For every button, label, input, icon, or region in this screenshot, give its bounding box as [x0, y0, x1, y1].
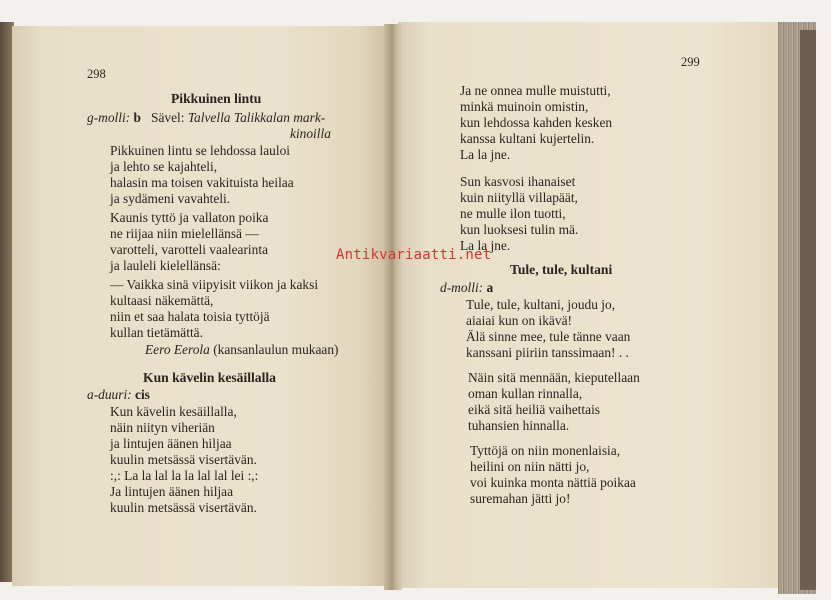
song-key-line [440, 280, 493, 296]
song-key-line [87, 110, 325, 126]
book-cover-right [800, 30, 816, 590]
verse-line: näin niityn viheriän [110, 420, 215, 435]
verse-line: kuulin metsässä visertävän. [110, 500, 257, 515]
verse-line: niin et saa halata toisia tyttöjä [110, 309, 270, 324]
verse-line: tuhansien hinnalla. [468, 418, 570, 433]
verse-line: kullan tietämättä. [110, 325, 203, 340]
verse-line: Ja ne onnea mulle muistutti, [460, 83, 611, 98]
song-key-note: a [486, 280, 494, 295]
verse-line: Näin sitä mennään, kieputellaan [468, 370, 640, 385]
song-credit [145, 342, 339, 358]
verse-line: Sun kasvosi ihanaiset [460, 174, 576, 189]
verse-line: :,: La la lal la la lal lal lei :,: [110, 468, 259, 483]
melody-source-cont: kinoilla [290, 126, 331, 141]
verse-line: kun luoksesi tulin mä. [460, 222, 579, 237]
author-note: (kansanlaulun mukaan) [213, 342, 339, 357]
verse-line: halasin ma toisen vakituista heilaa [110, 175, 294, 190]
verse-line: kuulin metsässä visertävän. [110, 452, 257, 467]
song-key: g-molli: [87, 110, 131, 125]
song-key-line [87, 387, 150, 403]
melody-label: Sävel: [151, 110, 185, 125]
verse-line: oman kullan rinnalla, [468, 386, 583, 401]
verse-line: minkä muinoin omistin, [460, 99, 589, 114]
verse-line: kanssa kultani kujertelin. [460, 131, 595, 146]
verse-line: aiaiai kun on ikävä! [466, 313, 572, 328]
verse-line: voi kuinka monta nättiä poikaa [470, 475, 636, 490]
page-number-right: 299 [681, 55, 700, 69]
verse-line: ja sydämeni vavahteli. [110, 191, 231, 206]
verse-line: kun lehdossa kahden kesken [460, 115, 613, 130]
song-key: d-molli: [440, 280, 484, 295]
verse-line: ne mulle ilon tuotti, [460, 206, 566, 221]
verse-line: Kun kävelin kesäillalla, [110, 404, 237, 419]
song-title: Kun kävelin kesäillalla [143, 370, 276, 385]
verse-line: Pikkuinen lintu se lehdossa lauloi [110, 143, 291, 158]
verse-line: Tule, tule, kultani, joudu jo, [466, 297, 616, 312]
verse-line: ja lehto se kajahteli, [110, 159, 218, 174]
book-gutter [384, 24, 402, 590]
verse-line: Älä sinne mee, tule tänne vaan [466, 329, 631, 344]
verse-line: kuin niityllä villapäät, [460, 190, 578, 205]
song-title: Tule, tule, kultani [510, 262, 613, 277]
verse-line: ja lauleli kielellänsä: [110, 258, 221, 273]
verse-line: Ja lintujen äänen hiljaa [110, 484, 234, 499]
author-name: Eero Eerola [145, 342, 210, 357]
verse-line: Kaunis tyttö ja vallaton poika [110, 210, 269, 225]
verse-line: kanssani piiriin tanssimaan! . . [466, 345, 629, 360]
verse-line: heilini on niin nätti jo, [470, 459, 590, 474]
verse-line: eikä sitä heiliä vaihettais [468, 402, 600, 417]
song-key-note: cis [135, 387, 150, 402]
verse-line: La la jne. [460, 147, 511, 162]
watermark: Antikvariaatti.net [336, 247, 492, 263]
song-key-note: b [133, 110, 141, 125]
verse-line: suremahan jätti jo! [470, 491, 571, 506]
verse-line: Tyttöjä on niin monenlaisia, [470, 443, 621, 458]
page-number-left: 298 [87, 67, 106, 81]
verse-line: ne riijaa niin mielellänsä — [110, 226, 259, 241]
verse-line: kultaasi näkemättä, [110, 293, 214, 308]
verse-line: — Vaikka sinä viipyisit viikon ja kaksi [110, 277, 319, 292]
verse-line: ja lintujen äänen hiljaa [110, 436, 232, 451]
song-title: Pikkuinen lintu [171, 91, 262, 106]
verse-line: varotteli, varotteli vaalearinta [110, 242, 269, 257]
song-key: a-duuri: [87, 387, 132, 402]
melody-source: Talvella Talikkalan mark- [187, 110, 326, 125]
verse-line: La la jne. [460, 238, 511, 253]
